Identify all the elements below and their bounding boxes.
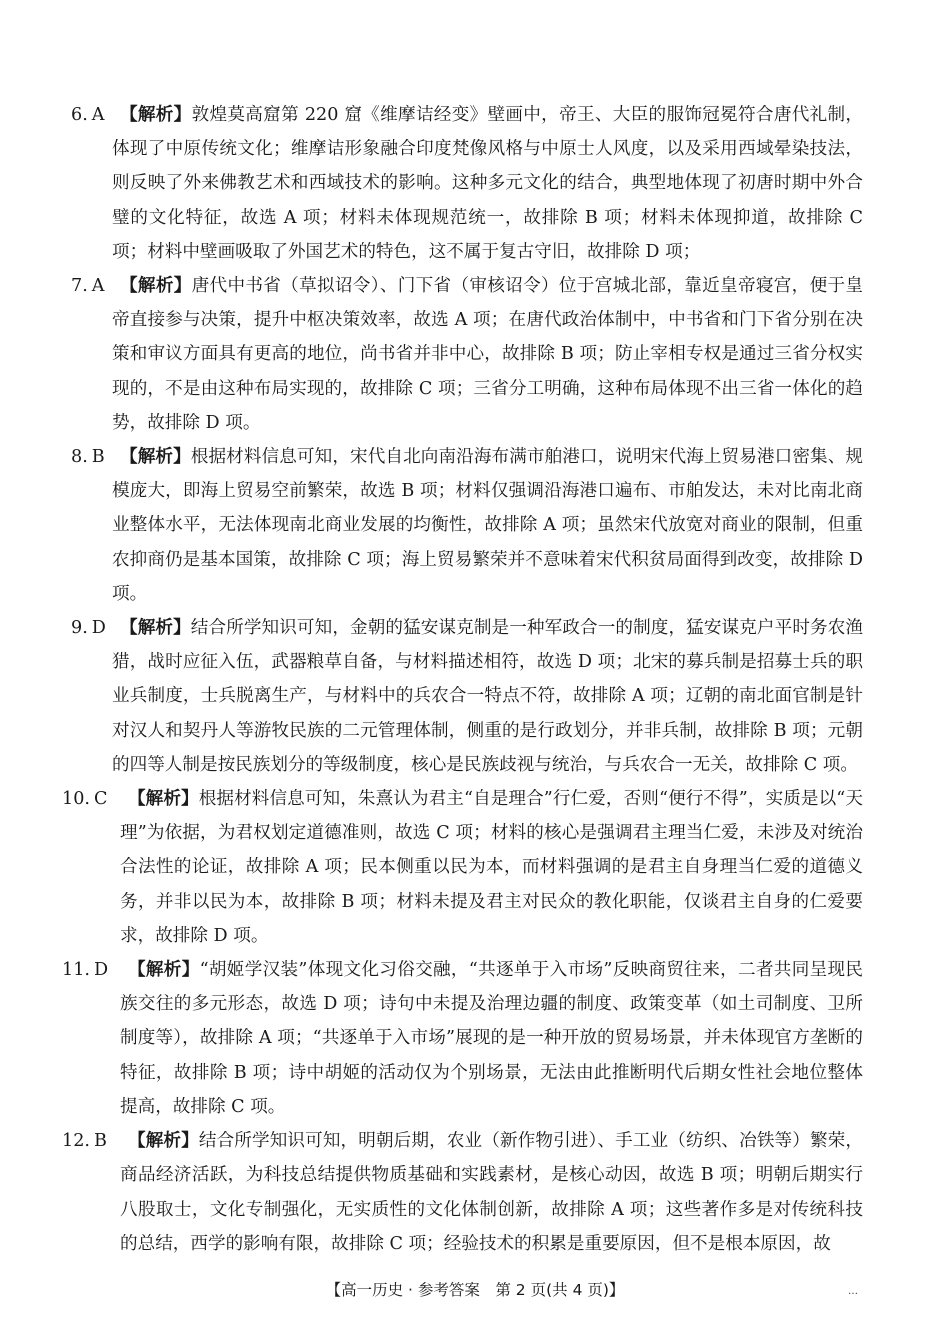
analysis-text: 敦煌莫高窟第 220 窟《维摩诘经变》壁画中，帝王、大臣的服饰冠冕符合唐代礼制，体现了中原传统文化；维摩诘形象融合印度梵像风格与中原士人风度，以及采用西域晕染技法，则反映了外来佛教艺术和西域技术的影响。这种多元文化的结合，典型地体现了初唐时期中外合璧的文化特征，故选 A 项；材料未体现规范统一，故排除 B 项；材料未体现抑道，故排除 C 项；材料中壁画吸取了外国艺术的特色，这不属于复古守旧，故排除 D 项； bbox=[112, 105, 863, 262]
analysis-tag: 【解析】 bbox=[120, 618, 191, 639]
analysis-tag: 【解析】 bbox=[128, 960, 200, 981]
answer-item-6 bbox=[71, 98, 863, 269]
answer-letter: B bbox=[91, 447, 105, 468]
analysis-text: 结合所学知识可知，金朝的猛安谋克制是一种军政合一的制度，猛安谋克户平时务农渔猎，战时应征入伍，武器粮草自备，与材料描述相符，故选 D 项；北宋的募兵制是招募士兵的职业兵制度，士兵脱离生产，与材料中的兵农合一特点不符，故排除 A 项；辽朝的南北面官制是针对汉人和契丹人等游牧民族的二元管理体制，侧重的是行政划分，并非兵制，故排除 B 项；元朝的四等人制是按民族划分的等级制度，核心是民族歧视与统治，与兵农合一无关，故排除 C 项。 bbox=[112, 618, 863, 775]
question-number: 10. C bbox=[62, 789, 108, 810]
question-number: 8. B bbox=[71, 447, 105, 468]
analysis-tag: 【解析】 bbox=[128, 1131, 199, 1152]
answer-item-12 bbox=[62, 1124, 863, 1261]
question-number: 12. B bbox=[62, 1131, 107, 1152]
analysis-text: “胡姬学汉装”体现文化习俗交融，“共逐单于入市场”反映商贸往来，二者共同呈现民族交往的多元形态，故选 D 项；诗句中未提及治理边疆的制度、政策变革（如土司制度、卫所制度等），故排除 A 项；“共逐单于入市场”展现的是一种开放的贸易场景，并未体现官方垄断的特征，故排除 B 项；诗中胡姬的活动仅为个别场景，无法由此推断明代后期女性社会地位整体提高，故排除 C 项。 bbox=[120, 960, 863, 1117]
analysis-text: 结合所学知识可知，明朝后期，农业（新作物引进）、手工业（纺织、冶铁等）繁荣，商品经济活跃，为科技总结提供物质基础和实践素材，是核心动因，故选 B 项；明朝后期实行八股取士，文化专制强化，无实质性的文化体制创新，故排除 A 项；这些著作多是对传统科技的总结，西学的影响有限，故排除 C 项；经验技术的积累是重要原因，但不是根本原因，故 bbox=[120, 1131, 863, 1254]
answer-item-11 bbox=[62, 953, 863, 1124]
answer-letter: A bbox=[91, 105, 105, 125]
analysis-tag: 【解析】 bbox=[120, 447, 191, 468]
analysis-tag: 【解析】 bbox=[120, 105, 192, 125]
answer-letter: D bbox=[91, 618, 106, 639]
answer-item-9 bbox=[71, 611, 863, 782]
answer-letter: D bbox=[93, 960, 109, 981]
answer-list bbox=[62, 98, 863, 1261]
answer-letter: C bbox=[93, 789, 108, 810]
question-number: 7. A bbox=[71, 276, 105, 297]
footer-mark: … bbox=[848, 1286, 858, 1297]
question-number: 9. D bbox=[71, 618, 106, 639]
question-number: 6. A bbox=[71, 105, 105, 125]
answer-letter: B bbox=[93, 1131, 107, 1152]
page-footer: 【高一历史 · 参考答案 第 2 页(共 4 页)】 bbox=[325, 1281, 625, 1299]
analysis-text: 根据材料信息可知，朱熹认为君主“自是理合”行仁爱，否则“便行不得”，实质是以“天理”为依据，为君权划定道德准则，故选 C 项；材料的核心是强调君主理当仁爱，未涉及对统治合法性的论证，故排除 A 项；民本侧重以民为本，而材料强调的是君主自身理当仁爱的道德义务，并非以民为本，故排除 B 项；材料未提及君主对民众的教化职能，仅谈君主自身的仁爱要求，故排除 D 项。 bbox=[120, 789, 863, 946]
answer-item-7 bbox=[71, 269, 863, 440]
question-number: 11. D bbox=[62, 960, 109, 981]
analysis-text: 唐代中书省（草拟诏令）、门下省（审核诏令）位于宫城北部，靠近皇帝寝宫，便于皇帝直接参与决策，提升中枢决策效率，故选 A 项；在唐代政治体制中，中书省和门下省分别在决策和审议方面具有更高的地位，尚书省并非中心，故排除 B 项；防止宰相专权是通过三省分权实现的，不是由这种布局实现的，故排除 C 项；三省分工明确，这种布局体现不出三省一体化的趋势，故排除 D 项。 bbox=[112, 276, 863, 433]
answer-item-8 bbox=[71, 440, 863, 611]
answer-letter: A bbox=[91, 276, 105, 297]
analysis-text: 根据材料信息可知，宋代自北向南沿海布满市舶港口，说明宋代海上贸易港口密集、规模庞大，即海上贸易空前繁荣，故选 B 项；材料仅强调沿海港口遍布、市舶发达，未对比南北商业整体水平，无法体现南北商业发展的均衡性，故排除 A 项；虽然宋代放宽对商业的限制，但重农抑商仍是基本国策，故排除 C 项；海上贸易繁荣并不意味着宋代积贫局面得到改变，故排除 D 项。 bbox=[112, 447, 863, 604]
analysis-tag: 【解析】 bbox=[120, 276, 192, 297]
analysis-tag: 【解析】 bbox=[128, 789, 199, 810]
answer-item-10 bbox=[62, 782, 863, 953]
